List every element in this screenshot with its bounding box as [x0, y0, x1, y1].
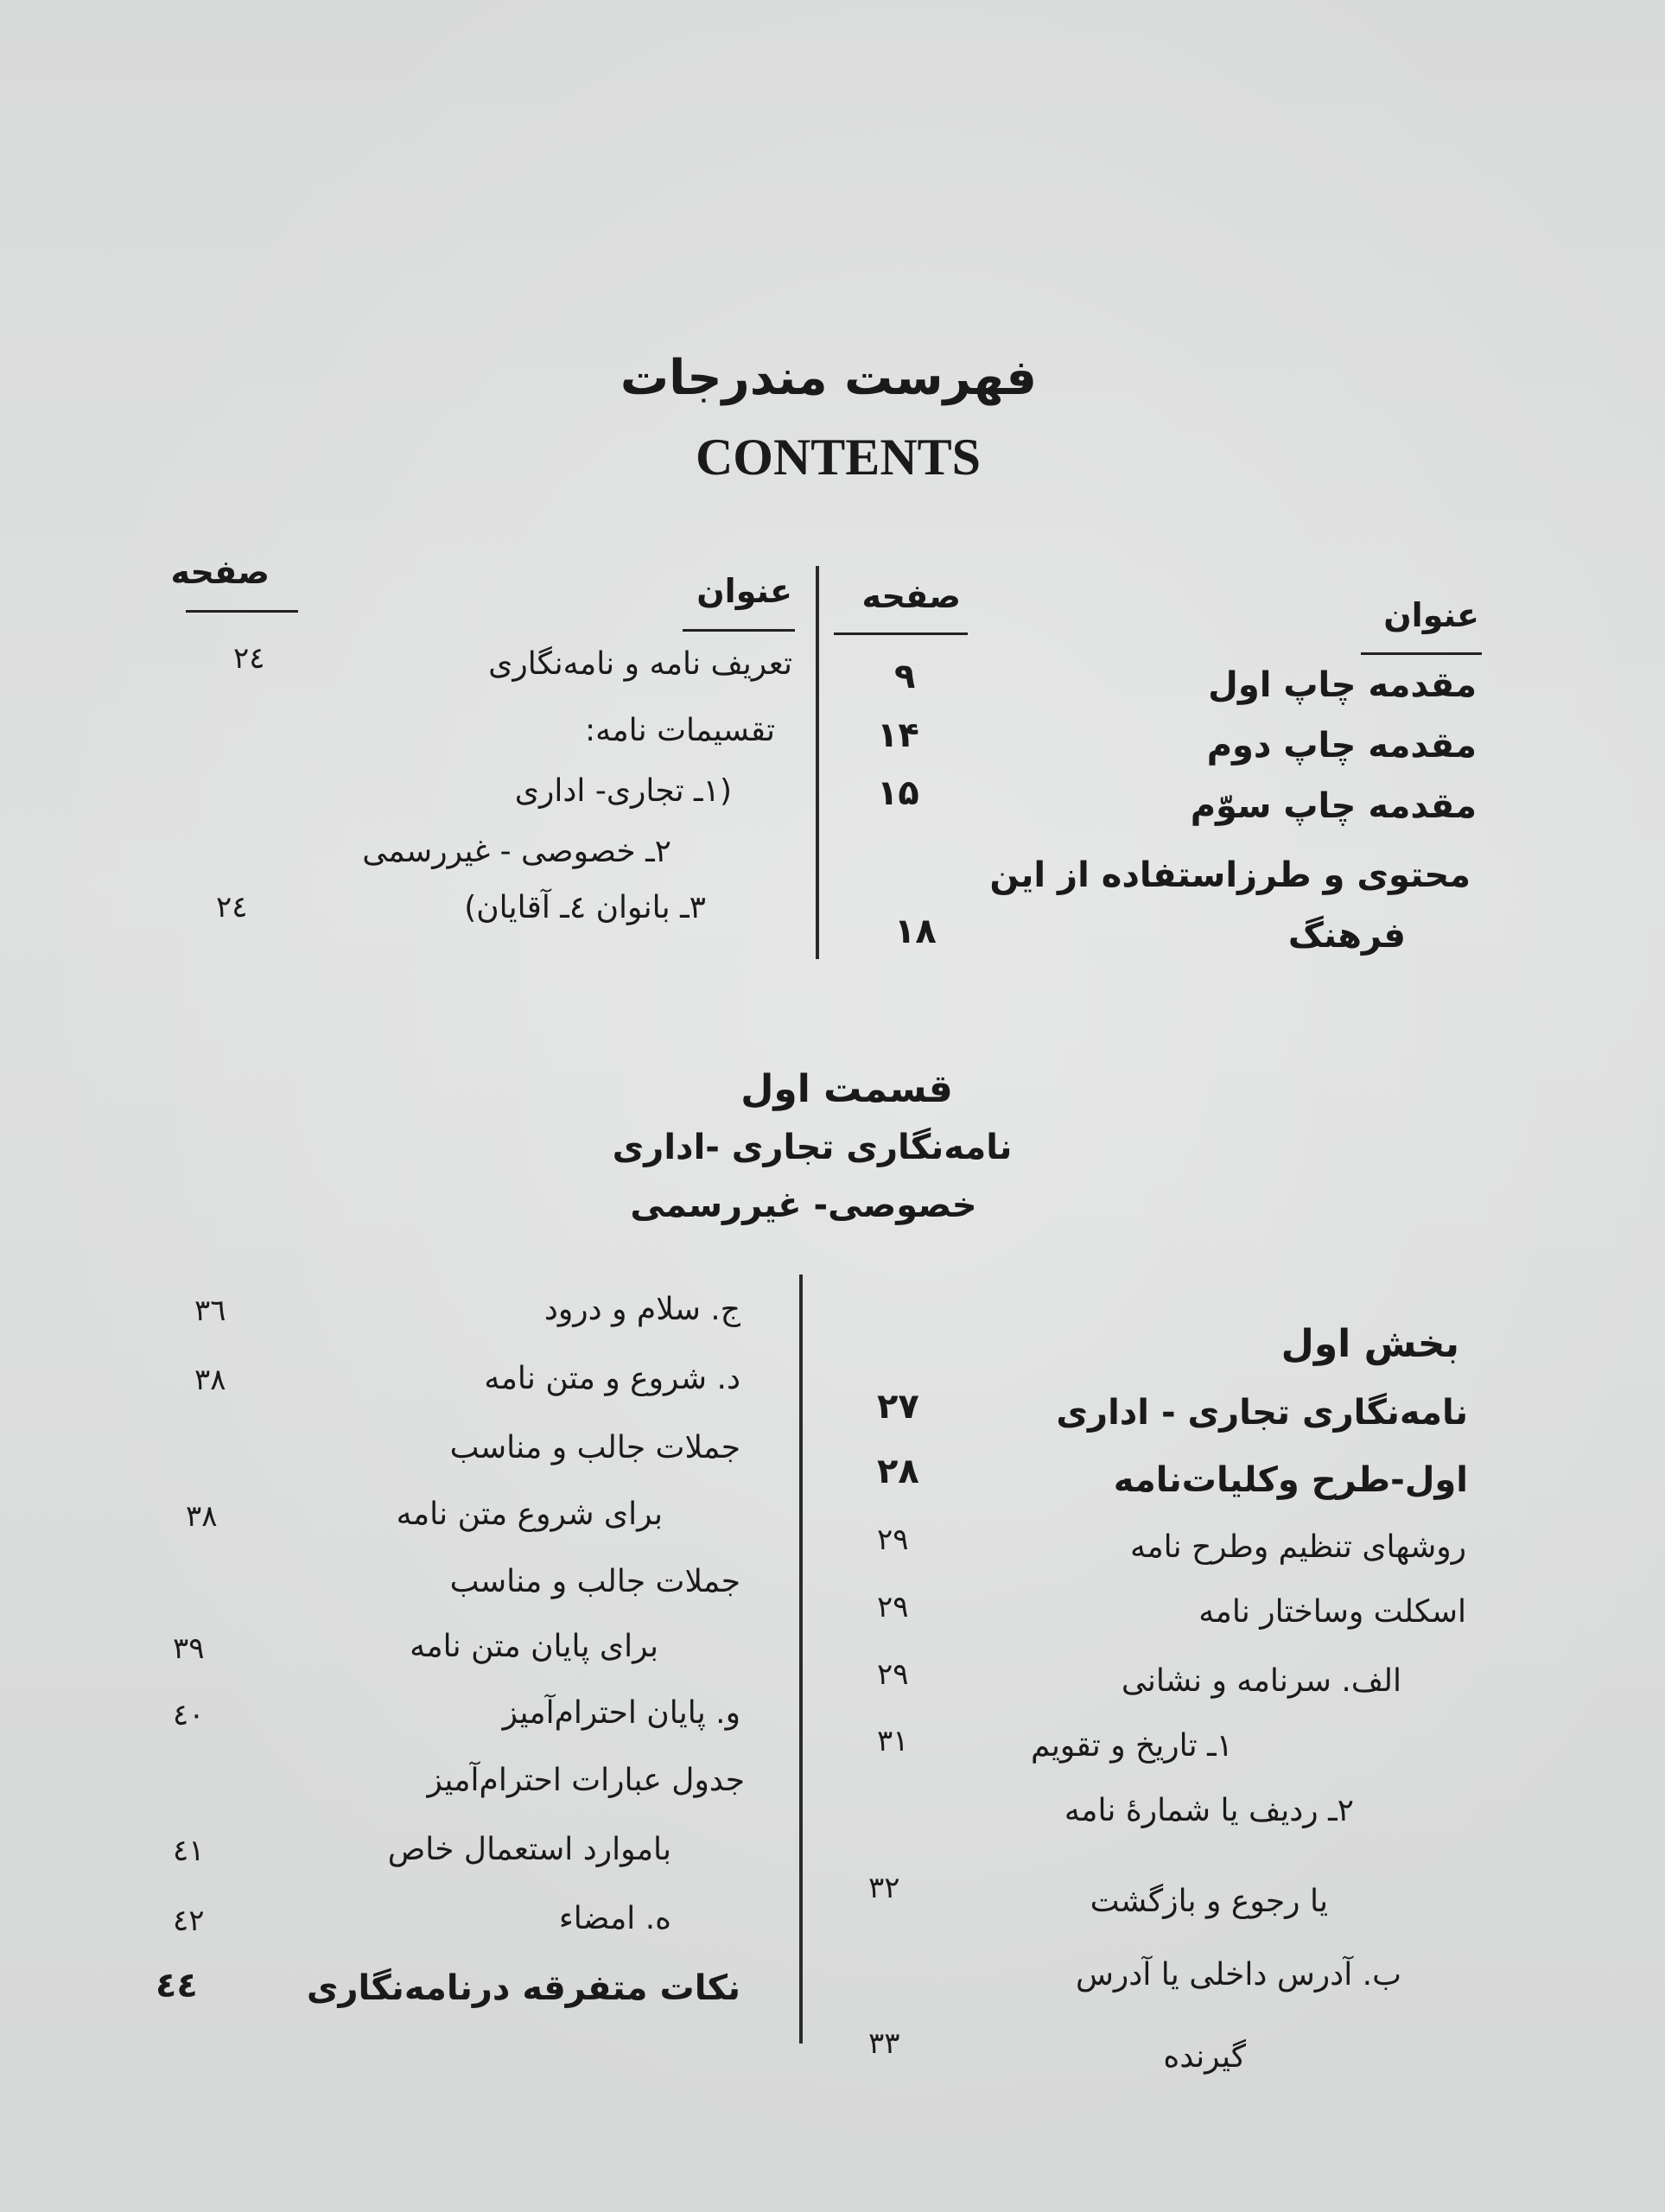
bottom-column-divider [799, 1274, 803, 2044]
toc-entry-page: ٤۰ [173, 1698, 205, 1732]
toc-entry-title: تقسیمات نامه: [584, 713, 775, 748]
toc-entry-page: ۲۷ [877, 1387, 919, 1427]
toc-entry-title: مقدمه چاپ سوّم [1190, 786, 1477, 826]
toc-entry-page: ۲٤ [233, 641, 265, 676]
toc-entry-title: ج. سلام و درود [543, 1292, 740, 1327]
toc-entry-title: نامه‌نگاری تجاری - اداری [1056, 1393, 1468, 1433]
toc-entry-title: ۳ـ بانوان ٤ـ آقایان) [464, 890, 706, 925]
toc-entry-page: ۳٦ [194, 1294, 226, 1328]
toc-entry-title: جدول عبارات احترام‌آمیز [427, 1763, 745, 1798]
toc-entry-title: جملات جالب و مناسب [449, 1564, 740, 1599]
section-subtitle: خصوصی- غیررسمی [630, 1185, 977, 1225]
toc-entry-page: ۲۸ [877, 1452, 919, 1491]
toc-entry-title: اسکلت وساختار نامه [1198, 1594, 1466, 1630]
toc-entry-page: ۳۱ [877, 1724, 909, 1758]
top-left-title-header: عنوان [696, 572, 792, 610]
toc-entry-page: ٤۱ [173, 1834, 205, 1868]
toc-entry-title: فرهنگ [1287, 916, 1406, 956]
toc-entry-title: یا رجوع و بازگشت [1090, 1884, 1328, 1919]
page-title-persian: فهرست مندرجات [620, 350, 1037, 406]
top-right-title-rule [1361, 652, 1482, 655]
toc-entry-page: ۱۴ [877, 715, 919, 755]
section-heading: قسمت اول [740, 1067, 953, 1111]
toc-entry-title: و. پایان احترام‌آمیز [502, 1695, 740, 1731]
top-right-page-header: صفحه [861, 577, 961, 615]
toc-entry-title: مقدمه چاپ دوم [1206, 726, 1477, 766]
toc-entry-page: ۳۳ [868, 2026, 900, 2061]
toc-entry-page: ۹ [894, 657, 916, 696]
toc-entry-page: ٤٤ [156, 1966, 198, 2005]
toc-entry-title: محتوی و طرزاستفاده از این [989, 855, 1471, 895]
toc-entry-title: برای شروع متن نامه [396, 1497, 663, 1532]
toc-entry-page: ۱۵ [877, 773, 919, 813]
toc-entry-title: نکات متفرقه درنامه‌نگاری [306, 1968, 740, 2008]
toc-entry-page: ۲٤ [216, 890, 248, 925]
toc-entry-title: (۱ـ تجاری- اداری [514, 773, 732, 809]
toc-entry-page: ۲۹ [877, 1657, 909, 1692]
toc-entry-title: ۱ـ تاریخ و تقویم [1030, 1728, 1233, 1764]
toc-entry-title: ۲ـ ردیف یا شمارهٔ نامه [1064, 1793, 1354, 1828]
toc-entry-title: برای پایان متن نامه [410, 1629, 658, 1664]
top-left-page-header: صفحه [170, 553, 270, 591]
top-left-title-rule [683, 629, 795, 632]
toc-entry-title: روشهای تنظیم وطرح نامه [1130, 1529, 1466, 1565]
toc-entry-title: ب. آدرس داخلی یا آدرس [1075, 1957, 1401, 1993]
toc-entry-title: ه. امضاء [558, 1901, 671, 1936]
toc-entry-page: ٤۲ [173, 1904, 205, 1938]
toc-entry-title: اول-طرح وکلیات‌نامه [1113, 1460, 1468, 1500]
toc-entry-page: ۲۹ [877, 1522, 909, 1557]
toc-entry-title: الف. سرنامه و نشانی [1121, 1663, 1401, 1699]
toc-entry-page: ۳۸ [186, 1499, 218, 1534]
top-right-title-header: عنوان [1383, 596, 1479, 634]
toc-entry-page: ۲۹ [877, 1590, 909, 1624]
toc-entry-page: ۳۲ [868, 1871, 900, 1905]
toc-entry-title: مقدمه چاپ اول [1208, 665, 1477, 705]
toc-entry-title: گیرنده [1163, 2039, 1246, 2075]
top-right-page-rule [834, 632, 968, 635]
toc-entry-title: جملات جالب و مناسب [449, 1430, 740, 1465]
toc-entry-title: تعریف نامه و نامه‌نگاری [488, 646, 792, 682]
toc-entry-page: ۳۹ [173, 1631, 205, 1666]
toc-entry-title: د. شروع و متن نامه [484, 1361, 740, 1396]
page-title-english: CONTENTS [695, 429, 982, 486]
part-heading: بخش اول [1281, 1322, 1459, 1366]
top-column-divider [816, 566, 819, 959]
top-left-page-rule [186, 610, 298, 613]
section-subtitle: نامه‌نگاری تجاری -اداری [612, 1128, 1013, 1167]
toc-entry-title: باموارد استعمال خاص [387, 1832, 671, 1867]
toc-entry-title: ۲ـ خصوصی - غیررسمی [362, 834, 671, 869]
toc-entry-page: ۱۸ [894, 912, 937, 951]
toc-entry-page: ۳۸ [194, 1363, 226, 1397]
